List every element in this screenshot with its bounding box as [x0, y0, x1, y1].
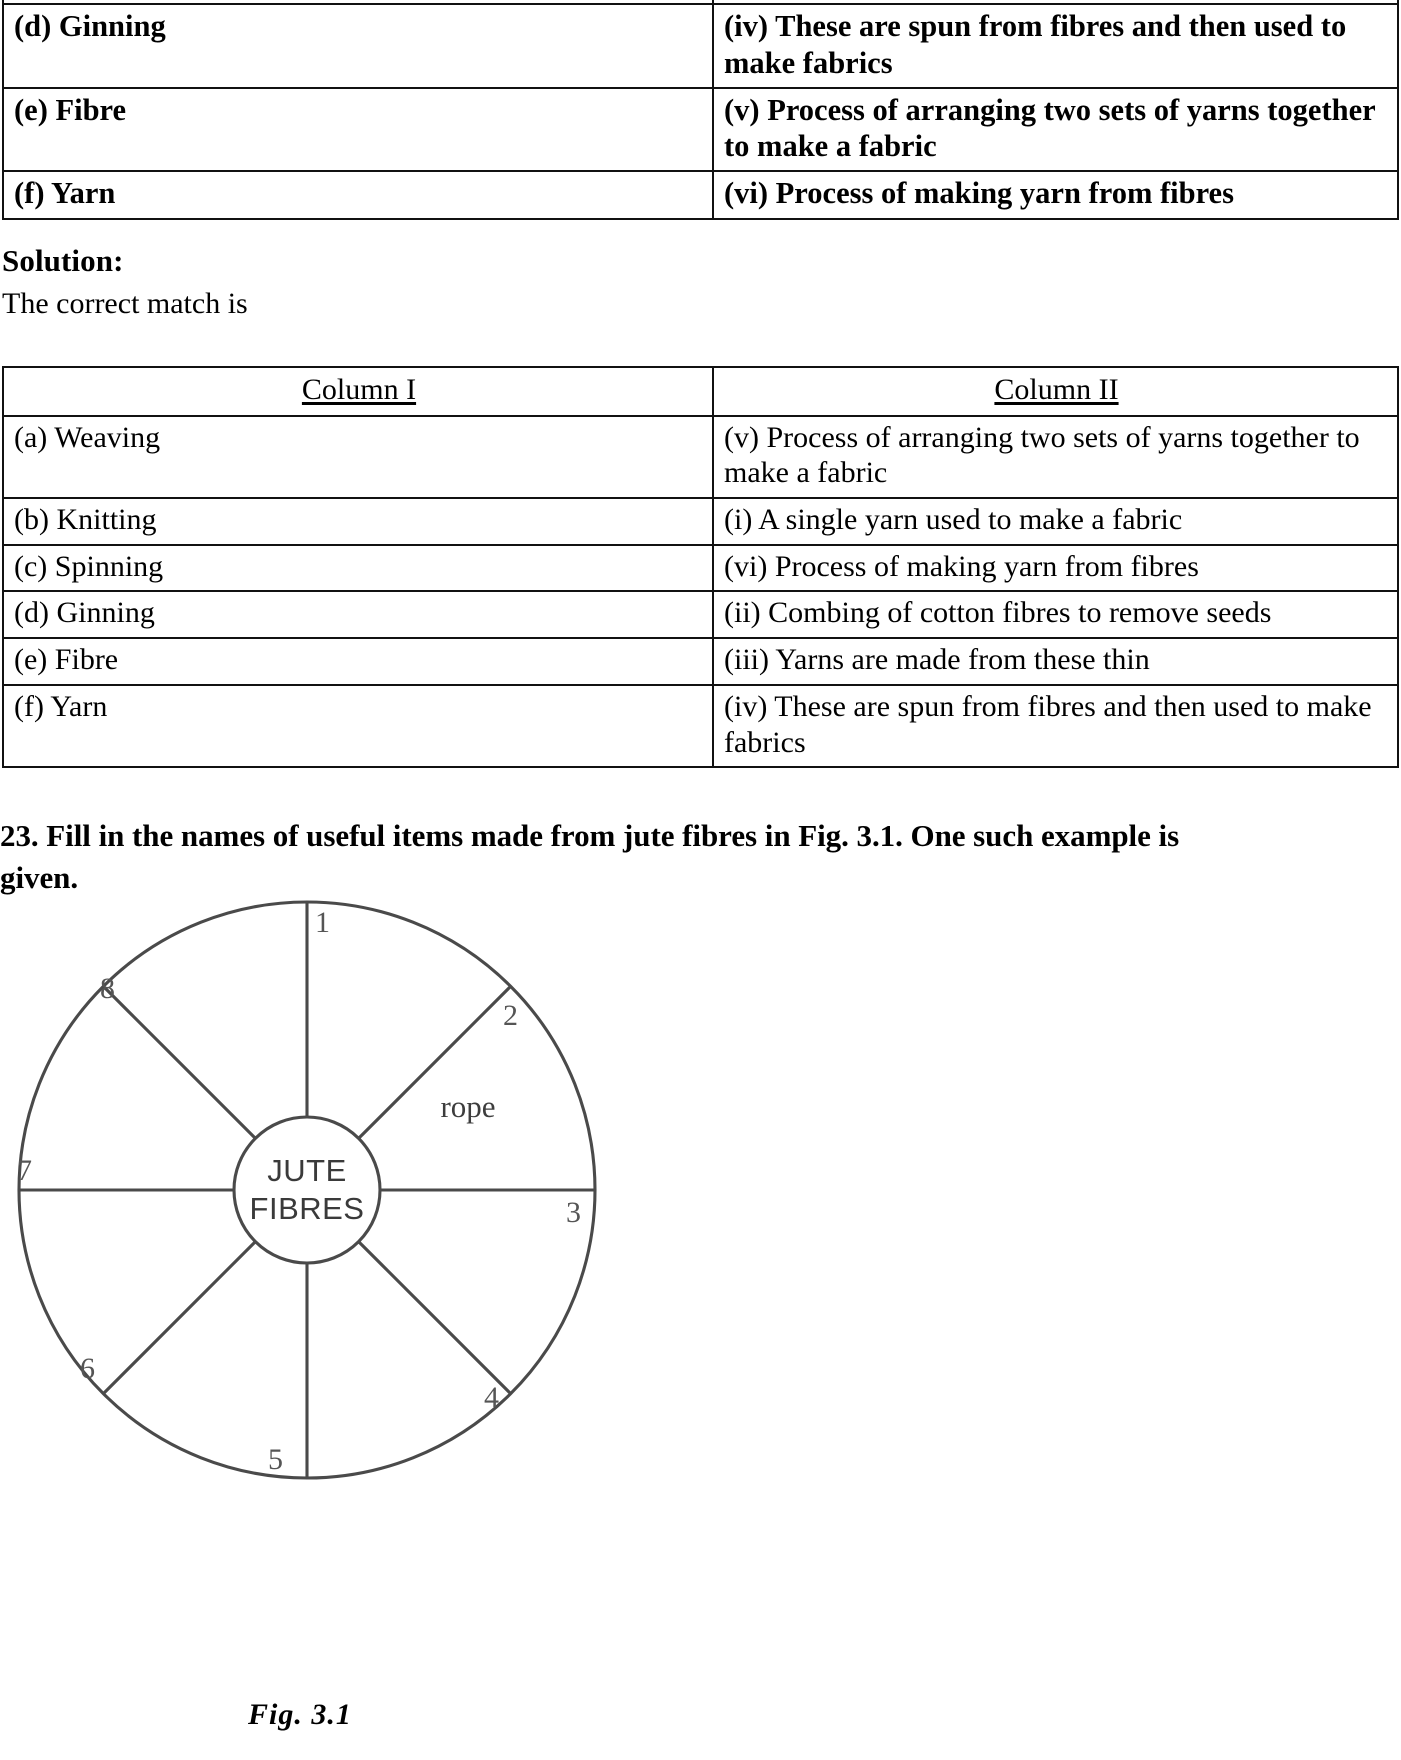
- table-row: [3, 591, 1398, 638]
- sector-number-7: 7: [17, 1154, 32, 1187]
- table-row: [3, 638, 1398, 685]
- figure-caption: Fig. 3.1: [248, 1698, 352, 1731]
- cell-column-2: (v) Process of arranging two sets of yarns together to make a fabric: [713, 88, 1398, 172]
- sector-number-8: 8: [100, 972, 115, 1005]
- solution-intro-text: The correct match is: [2, 287, 248, 320]
- table-row: [3, 416, 1398, 498]
- cell-column-2: (iii) Yarns are made from these thin: [713, 638, 1398, 685]
- sector-number-1: 1: [315, 906, 330, 939]
- solution-heading: Solution:: [2, 243, 124, 278]
- question-table-region: [2, 0, 1399, 248]
- spoke-8: [103, 986, 255, 1138]
- sector-number-5: 5: [268, 1443, 283, 1476]
- sector-number-4: 4: [484, 1381, 499, 1414]
- cell-column-1: (d) Ginning: [3, 591, 713, 638]
- table-row: [3, 498, 1398, 545]
- spoke-4: [359, 1242, 511, 1394]
- core-label-line-2: FIBRES: [249, 1191, 365, 1226]
- spoke-6: [103, 1242, 255, 1394]
- cell-column-2: (iv) These are spun from fibres and then used to make fabrics: [713, 685, 1398, 767]
- cell-column-2: (ii) Combing of cotton fibres to remove seeds: [713, 591, 1398, 638]
- question-23-text: 23. Fill in the names of useful items made from jute fibres in Fig. 3.1. One such example is given.: [0, 818, 1180, 896]
- sector-number-6: 6: [80, 1352, 95, 1385]
- table-row: [3, 685, 1398, 767]
- header-column-2-label: Column II: [994, 373, 1119, 406]
- cell-column-2: (iv) These are spun from fibres and then used to make fabrics: [713, 4, 1398, 88]
- jute-wheel-diagram: [0, 885, 700, 1685]
- cell-column-1: (e) Fibre: [3, 88, 713, 172]
- cell-column-2: (vi) Process of making yarn from fibres: [713, 545, 1398, 592]
- cell-column-1: (b) Knitting: [3, 498, 713, 545]
- cell-column-1: (d) Ginning: [3, 4, 713, 88]
- table-row: [3, 171, 1398, 218]
- cell-column-1: (e) Fibre: [3, 638, 713, 685]
- cell-column-2: (vi) Process of making yarn from fibres: [713, 171, 1398, 218]
- cell-column-2: (v) Process of arranging two sets of yarns together to make a fabric: [713, 416, 1398, 498]
- match-solution-table: [2, 366, 1399, 768]
- header-column-2: [713, 367, 1398, 416]
- table-row: [3, 4, 1398, 88]
- match-question-table: [2, 0, 1399, 220]
- sector-number-2: 2: [503, 999, 518, 1032]
- table-header-row: [3, 367, 1398, 416]
- inner-circle-jute-fibres: [234, 1117, 380, 1263]
- figure-3-1: [0, 885, 700, 1685]
- table-row: [3, 88, 1398, 172]
- cell-column-1: (c) Spinning: [3, 545, 713, 592]
- table-row: [3, 545, 1398, 592]
- cell-column-1: (f) Yarn: [3, 171, 713, 218]
- cell-column-1: (f) Yarn: [3, 685, 713, 767]
- header-column-1: [3, 367, 713, 416]
- cell-column-1: (a) Weaving: [3, 416, 713, 498]
- core-label-line-1: JUTE: [267, 1153, 347, 1188]
- solution-table-region: [2, 366, 1399, 768]
- segment-label-rope: rope: [440, 1089, 496, 1124]
- sector-number-3: 3: [566, 1196, 581, 1229]
- cell-column-2: (i) A single yarn used to make a fabric: [713, 498, 1398, 545]
- header-column-1-label: Column I: [301, 373, 417, 406]
